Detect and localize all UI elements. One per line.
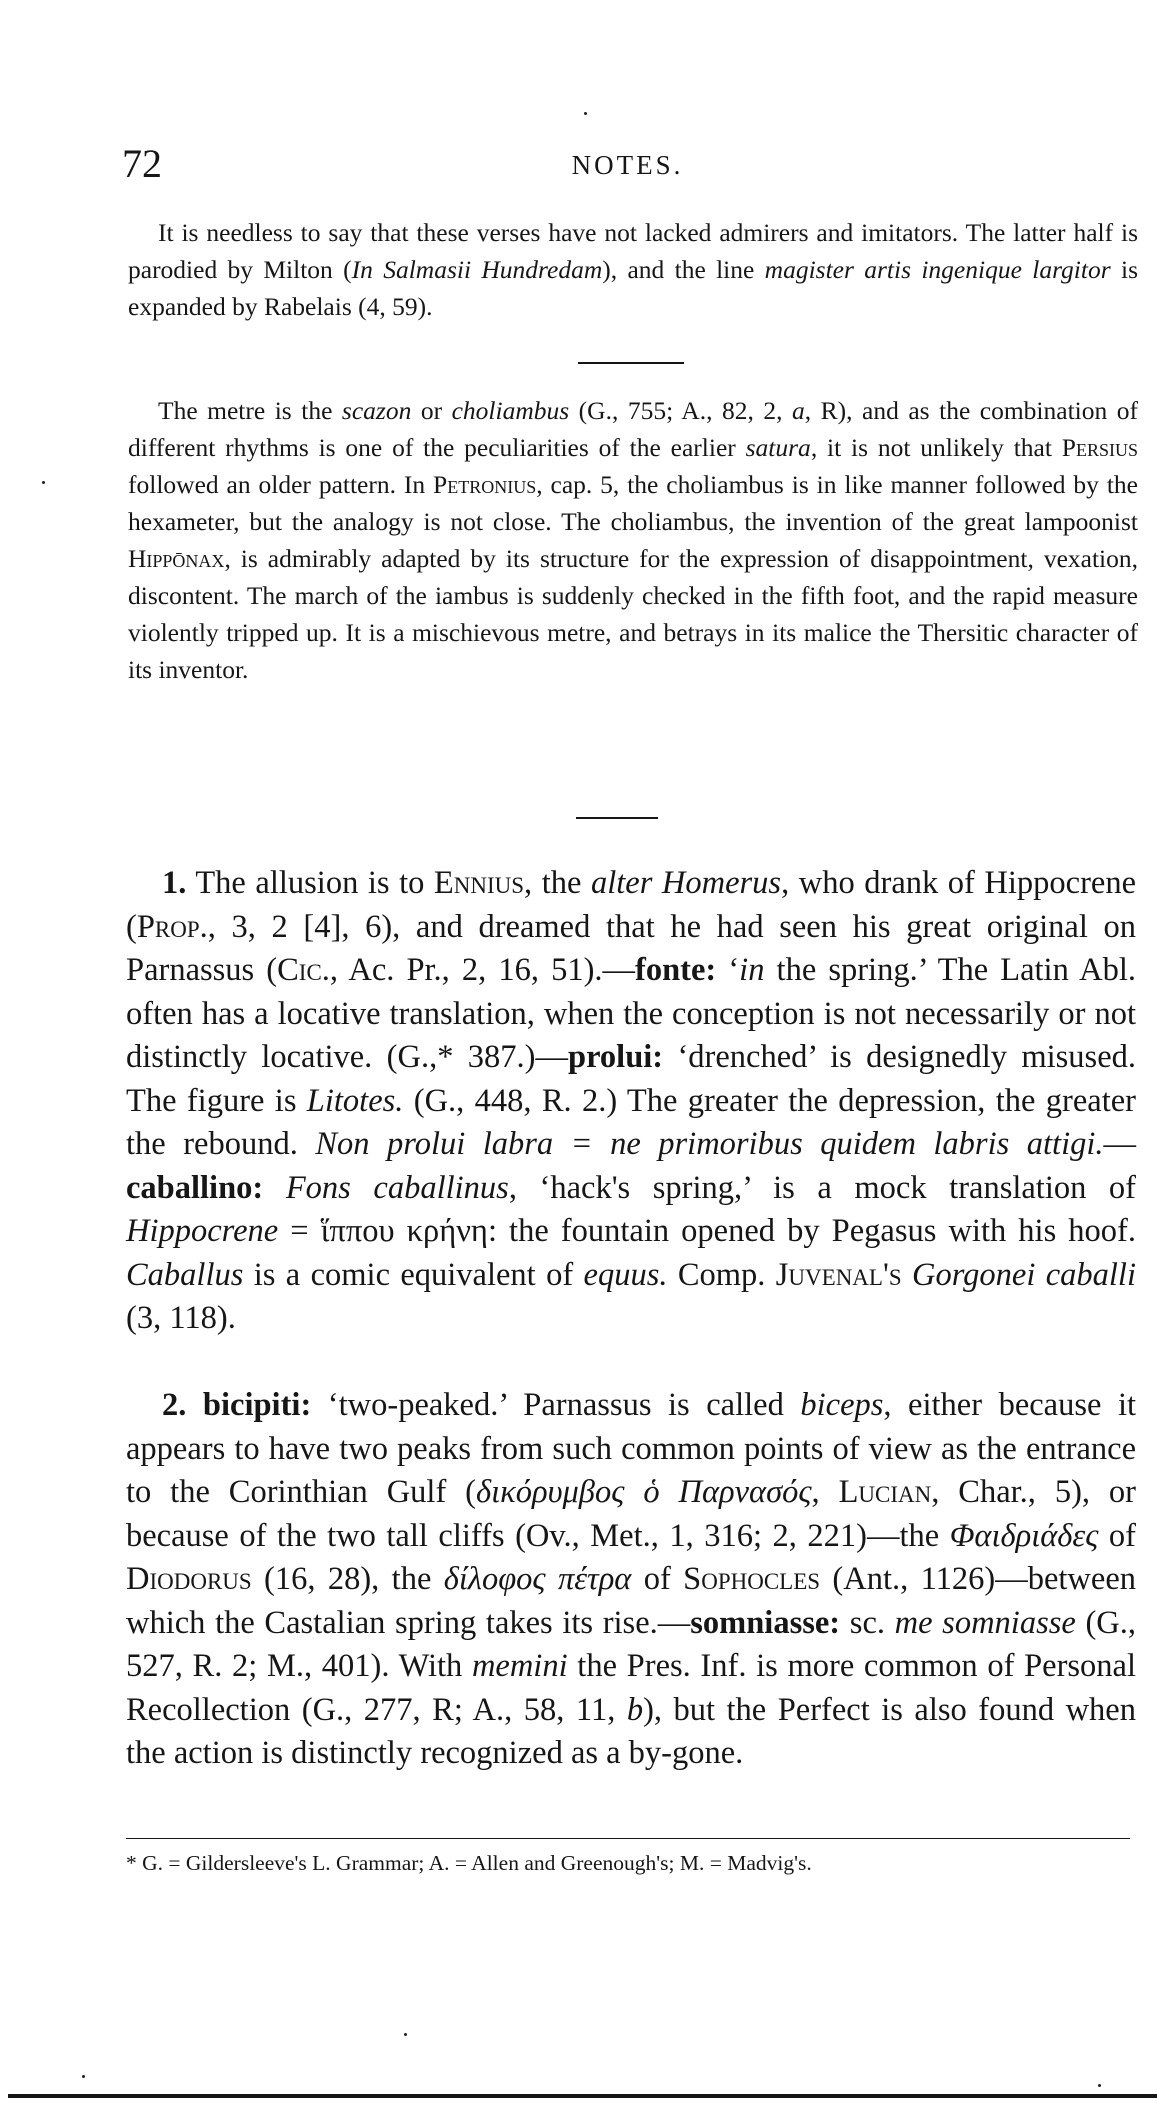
print-speck [1098, 2084, 1101, 2087]
lemma: bicipiti: [202, 1387, 312, 1423]
print-speck [42, 481, 45, 484]
footnote: * G. = Gildersleeve's L. Grammar; A. = Allen and Greenough's; M. = Madvig's. [126, 1851, 812, 1875]
page-number: 72 [122, 141, 162, 186]
print-speck [584, 112, 587, 115]
lemma: prolui: [568, 1039, 664, 1075]
note-number: 2. [162, 1387, 187, 1423]
note-2: 2. bicipiti: ‘two-peaked.’ Parnassus is called biceps, either because it appears to have two peaks from such common points of view as the entrance to the Corinthian Gulf (δικόρυμβος ὁ Παρνασός, Lucian, Char., 5), or because of the two tall cliffs (Ov., Met., 1, 316; 2, 221)—the Φαιδριάδες of Diodorus (16, 28), the δίλοφος πέτρα of Sophocles (Ant., 1126)—between which the Castalian spring takes its rise.—somniasse: sc. me somniasse (G., 527, R. 2; M., 401). With memini the Pres. Inf. is more common of Personal Recollection (G., 277, R; A., 58, 11, b), but the Perfect is also found when the action is distinctly recognized as a by-gone. [126, 1387, 1137, 1771]
page-header [120, 140, 1135, 188]
print-speck [404, 2033, 407, 2036]
print-speck [82, 2075, 85, 2078]
lemma: somniasse: [690, 1604, 841, 1641]
intro-paragraph-imitators: It is needless to say that these verses have not lacked admirers and imitators. The latter half is parodied by Milton (In Salmasii Hundredam), and the line magister artis ingenique largitor is expanded by Rabelais (4, 59). [128, 218, 1138, 321]
note-1: 1. The allusion is to Ennius, the alter Homerus, who drank of Hippocrene (Prop., 3, 2 [4], 6), and dreamed that he had seen his great original on Parnassus (Cic., Ac. Pr., 2, 16, 51).—fonte: ‘in the spring.’ The Latin Abl. often has a locative translation, when the conception is not necessarily or not distinctly locative. (G.,* 387.)—prolui: ‘drenched’ is designedly misused. The figure is Litotes. (G., 448, R. 2.) The greater the depression, the greater the rebound. Non prolui labra = ne primoribus quidem labris attigi.—caballino: Fons caballinus, ‘hack's spring,’ is a mock translation of Hippocrene = ἵππου κρήνη: the fountain opened by Pegasus with his hoof. Caballus is a comic equivalent of equus. Comp. Juvenal's Gorgonei caballi (3, 118). [126, 865, 1137, 1336]
section-divider [576, 817, 658, 819]
footnote-divider [126, 1838, 1130, 1839]
note-number: 1. [162, 865, 187, 901]
running-head: NOTES. [571, 150, 684, 180]
intro-paragraph-metre: The metre is the scazon or choliambus (G., 755; A., 82, 2, a, R), and as the combination of different rhythms is one of the peculiarities of the earlier satura, it is not unlikely that Persius followed an older pattern. In Petronius, cap. 5, the choliambus is in like manner followed by the hexameter, but the analogy is not close. The choliambus, the invention of the great lampoonist Hippōnax, is admirably adapted by its structure for the expression of disappointment, vexation, discontent. The march of the iambus is suddenly checked in the fifth foot, and the rapid measure violently tripped up. It is a mischievous metre, and betrays in its malice the Thersitic character of its inventor. [128, 396, 1138, 684]
section-divider [578, 362, 684, 364]
lemma: fonte: [635, 952, 717, 988]
lemma: caballino: [126, 1169, 264, 1206]
page-bottom-edge [8, 2094, 1157, 2098]
